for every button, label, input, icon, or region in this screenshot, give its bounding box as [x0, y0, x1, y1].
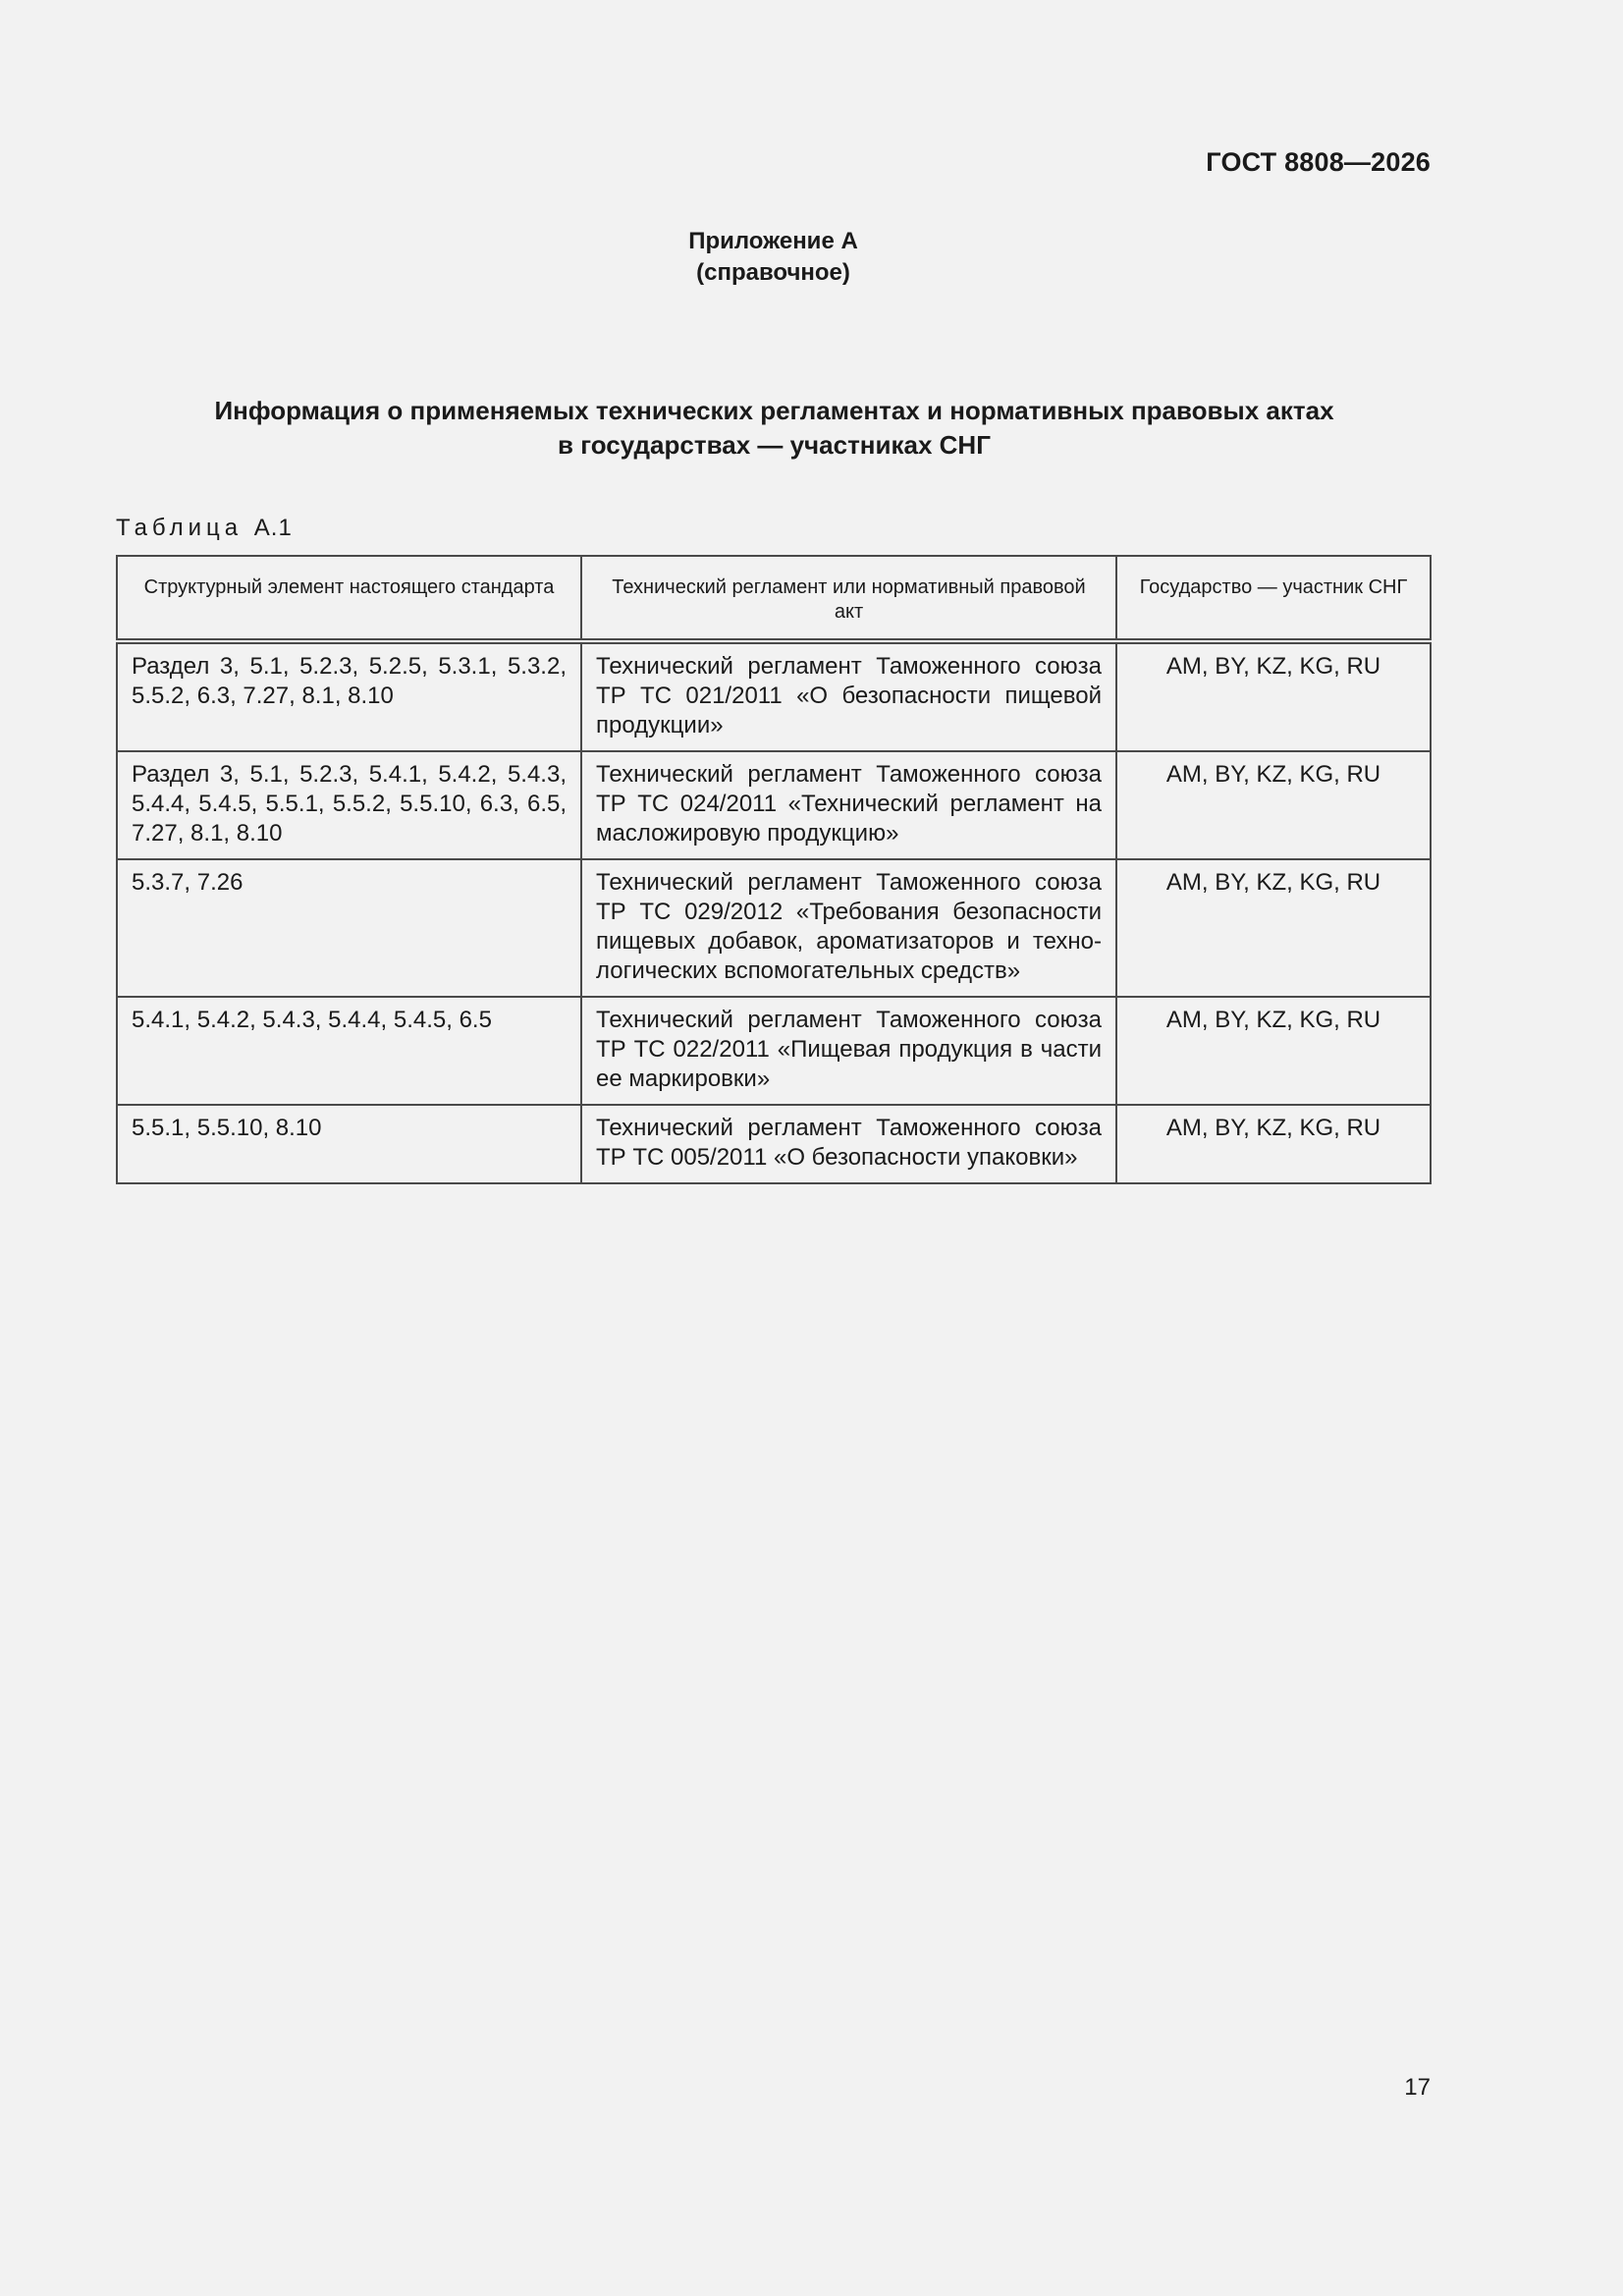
document-code: ГОСТ 8808—2026: [1206, 147, 1431, 177]
table-header-row: [117, 556, 1431, 641]
table-row: [117, 641, 1431, 751]
section-title-line-2: в государствах — участниках СНГ: [558, 430, 991, 460]
cell-structural-element: 5.4.1, 5.4.2, 5.4.3, 5.4.4, 5.4.5, 6.5: [117, 997, 581, 1105]
cell-member-states: AM, BY, KZ, KG, RU: [1116, 751, 1431, 859]
cell-regulation: Технический регламент Таможенного союза ТР ТС 022/2011 «Пищевая продукция в части ее маркировки»: [581, 997, 1116, 1105]
table-row: [117, 859, 1431, 997]
cell-structural-element: 5.3.7, 7.26: [117, 859, 581, 997]
cell-structural-element: Раздел 3, 5.1, 5.2.3, 5.4.1, 5.4.2, 5.4.3, 5.4.4, 5.4.5, 5.5.1, 5.5.2, 5.5.10, 6.3, 6.5, 7.27, 8.1, 8.10: [117, 751, 581, 859]
appendix-subtitle: (справочное): [696, 259, 850, 286]
header-structural-element: Структурный элемент настоящего стандарта: [117, 556, 581, 641]
table-row: [117, 1105, 1431, 1183]
table-caption: [116, 515, 293, 542]
cell-member-states: AM, BY, KZ, KG, RU: [1116, 641, 1431, 751]
cell-regulation: Технический регламент Таможенного союза ТР ТС 024/2011 «Технический регламент на масложировую продукцию»: [581, 751, 1116, 859]
table-caption-number: А.1: [253, 515, 293, 541]
cell-regulation: Технический регламент Таможенного союза ТР ТС 021/2011 «О безопасности пищевой продукции»: [581, 641, 1116, 751]
appendix-heading: [0, 226, 1546, 289]
table-row: [117, 751, 1431, 859]
section-title: [147, 394, 1401, 463]
section-title-line-1: Информация о применяемых технических регламентах и нормативных правовых актах: [214, 396, 1334, 425]
cell-member-states: AM, BY, KZ, KG, RU: [1116, 997, 1431, 1105]
cell-structural-element: Раздел 3, 5.1, 5.2.3, 5.2.5, 5.3.1, 5.3.2, 5.5.2, 6.3, 7.27, 8.1, 8.10: [117, 641, 581, 751]
table-row: [117, 997, 1431, 1105]
appendix-title: Приложение А: [688, 228, 858, 254]
table-caption-word: Таблица: [116, 515, 243, 541]
cell-member-states: AM, BY, KZ, KG, RU: [1116, 1105, 1431, 1183]
cell-structural-element: 5.5.1, 5.5.10, 8.10: [117, 1105, 581, 1183]
page-number: 17: [1404, 2074, 1431, 2101]
header-regulation: Технический регламент или нормативный правовой акт: [581, 556, 1116, 641]
cell-regulation: Технический регламент Таможенного союза ТР ТС 005/2011 «О безопасности упаковки»: [581, 1105, 1116, 1183]
cell-member-states: AM, BY, KZ, KG, RU: [1116, 859, 1431, 997]
header-member-state: Государство — участник СНГ: [1116, 556, 1431, 641]
regulations-table: [116, 555, 1432, 1184]
cell-regulation: Технический регламент Таможенного союза ТР ТС 029/2012 «Требования безопасности пищевых добавок, ароматизаторов и технологических вспомогательных средств»: [581, 859, 1116, 997]
